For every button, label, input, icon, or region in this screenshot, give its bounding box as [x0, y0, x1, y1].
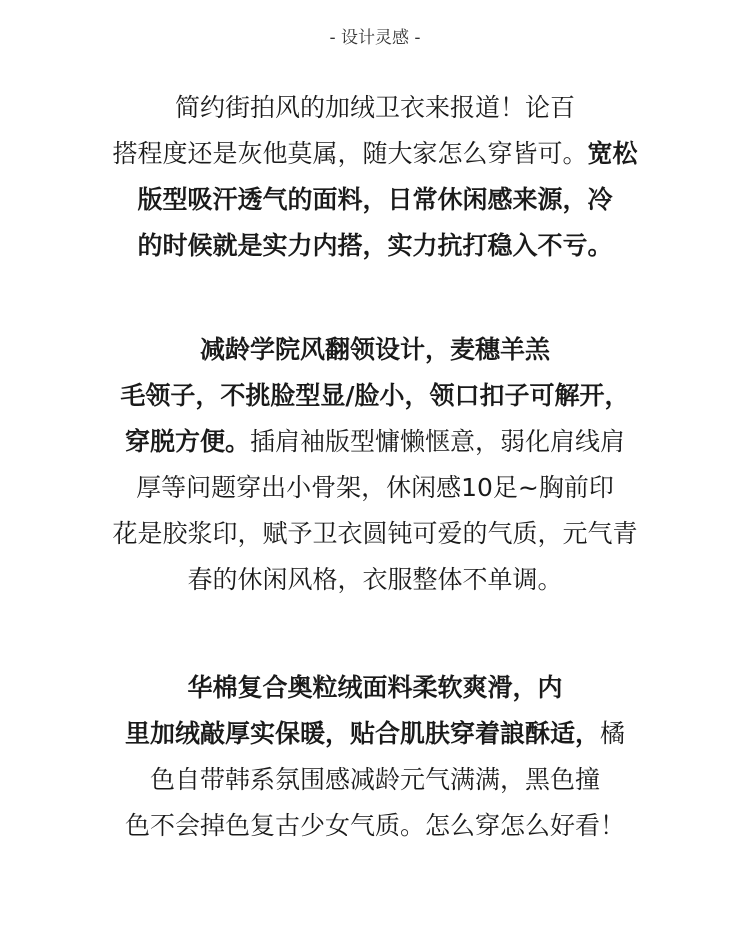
text-line — [0, 177, 750, 223]
text-segment: 毛领子，不挑脸型显/脸小，领口扣子可解开， — [120, 381, 630, 410]
paragraph-2 — [0, 327, 750, 603]
text-segment: 版型吸汗透气的面料，日常休闲感来源，冷 — [137, 185, 613, 214]
paragraph-1 — [0, 85, 750, 269]
text-segment: 插肩袖版型慵懒惬意，弱化肩线肩 — [250, 427, 626, 456]
text-line — [0, 327, 750, 373]
text-line — [0, 757, 750, 803]
text-segment: 花是胶浆印，赋予卫衣圆钝可爱的气质，元气青 — [112, 519, 638, 548]
section-heading: - 设计灵感 - — [329, 28, 421, 48]
text-segment: 春的休闲风格，衣服整体不单调。 — [187, 565, 563, 594]
text-line — [0, 131, 750, 177]
text-line — [0, 465, 750, 511]
text-segment: 色自带韩系氛围感减龄元气满满，黑色撞 — [149, 765, 600, 794]
text-segment: 穿脱方便。 — [124, 427, 250, 456]
paragraph-3 — [0, 665, 750, 849]
text-line — [0, 557, 750, 603]
text-segment: 减龄学院风翻领设计，麦穗羊羔 — [199, 335, 550, 364]
text-line — [0, 511, 750, 557]
text-line — [0, 419, 750, 465]
text-segment: 华棉复合奥粒绒面料柔软爽滑，内 — [187, 673, 563, 702]
text-line — [0, 803, 750, 849]
text-line — [0, 373, 750, 419]
text-line — [0, 85, 750, 131]
text-segment: 的时候就是实力内搭，实力抗打稳入不亏。 — [137, 231, 613, 260]
text-line — [0, 665, 750, 711]
text-segment: 搭程度还是灰他莫属，随大家怎么穿皆可。 — [112, 139, 588, 168]
text-segment: 简约街拍风的加绒卫衣来报道！论百 — [174, 93, 575, 122]
text-segment: 宽松 — [587, 139, 638, 168]
text-line — [0, 223, 750, 269]
text-segment: 色不会掉色复古少女气质。怎么穿怎么好看！ — [124, 811, 625, 840]
text-segment: 里加绒敲厚实保暖，贴合肌肤穿着誏酥适， — [124, 719, 600, 748]
text-line — [0, 711, 750, 757]
text-segment: 橘 — [600, 719, 626, 748]
text-segment: 厚等问题穿出小骨架，休闲感10足~胸前印 — [136, 473, 614, 502]
